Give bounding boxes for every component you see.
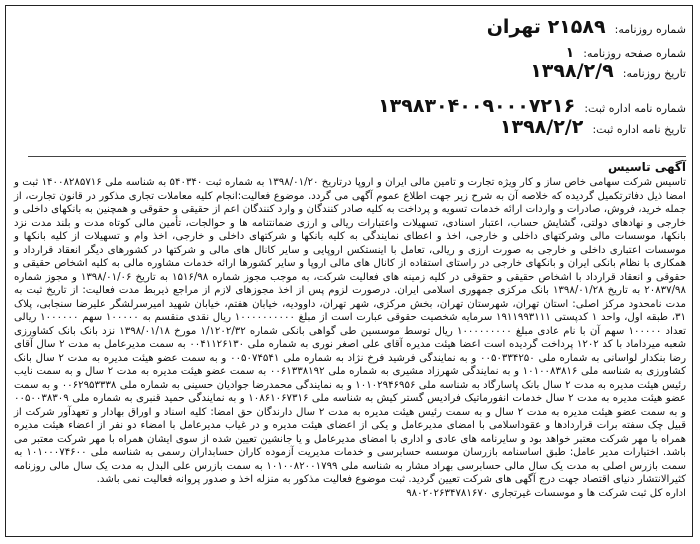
newspaper-date-label: تاریخ روزنامه: [622,67,686,80]
letter-number-label: شماره نامه اداره ثبت: [584,102,686,115]
letter-date-row [500,116,686,138]
section-title: آگهی تاسیس [607,160,686,174]
letter-number-row [378,95,686,117]
announcement-footer: اداره کل ثبت شرکت ها و موسسات غیرتجاری ۹۸۰۲۰۲۶۳۴۷۸۱۶۷۰ [406,487,686,499]
newspaper-date-row [530,60,686,82]
newspaper-number-row [487,16,686,38]
newspaper-number-value: ۲۱۵۸۹ تهران [486,16,606,38]
newspaper-number-label: شماره روزنامه: [614,23,686,36]
letter-date-value: ۱۳۹۸/۲/۲ [499,116,584,138]
page-number-label: شماره صفحه روزنامه: [583,47,686,60]
letter-number-value: ۱۳۹۸۳۰۴۰۰۹۰۰۰۷۲۱۶ [378,95,576,117]
announcement-text: تاسیس شرکت سهامی خاص ساز و کار ویژه تجارت و تامین مالی ایران و اروپا درتاریخ ۱۳۹۸/۰۱/۲۰ به شماره ثبت ۵۴۰۳۴۰ به شناسه ملی ۱۴۰۰۸۲۸۵۷۱۶ ثبت و امضا ذیل دفاترتکمیل گردیده که خلاصه آن به شرح زیر جهت اطلاع عموم آگهی می گردد. موضوع فعالیت:انجام کلیه معاملات تجاری مذکور در قانون تجارت، از جمله خرید، فروش، صادرات و واردات ارائه خدمات تسویه و پرداخت به کلیه صادر کنندگان و وارد کنندگان اعم از حقیقی و حقوقی و همچنین به بانکهای داخلی و خارجی و نهادهای دولتی، گشایش حساب، اعتبار اسنادی، تسهیلات واعتبارات ریالی و ارزی ضمانتنامه ها و حوالجات، تأمین مالی کوتاه مدت و بلند مدت نزد بانکها، موسسات مالی وشرکتهای داخلی و خارجی، اخذ و اعطای نمایندگی به کلیه بانکها و شرکتهای داخلی و خارجی، اخذ وام و تسهیلات از کلیه بانکها و موسسات اعتباری داخلی و خارجی به صورت ارزی و ریالی، تعامل با اینستکس اروپایی و سایر کانال های مالی و شرکتها در کشورهای دیگر انعقاد قرارداد و همکاری با نظام بانکی ایران و بانکهای خارجی در راستای استفاده از کانال های مالی اروپا و سایر کشورها ارائه خدمات مشاوره مالی به کلیه اشخاص حقیقی و حقوقی و انعقاد قرارداد با اشخاص حقیقی و حقوقی در کلیه زمینه های فعالیت شرکت، به موجب مجوز شماره ۱۵۱۶/۹۸ به تاریخ ۱۳۹۸/۰۱/۰۶ و مجوز شماره ۲۰۸۳۷/۹۸ به تاریخ ۱۳۹۸/۰۱/۲۸ بانک مرکزی جمهوری اسلامی ایران. درصورت لزوم پس از اخذ مجوزهای لازم از مراجع ذیربط مدت فعالیت: از تاریخ ثبت به مدت نامحدود مرکز اصلی: استان تهران، شهرستان تهران، بخش مرکزی، شهر تهران، داوودیه، خیابان هفتم، خیابان شهید امیرسرلشگر علیرضا سنجابی، پلاک ۳۱، طبقه اول، واحد ۱ کدپستی ۱۹۱۱۹۹۳۱۱۱ سرمایه شخصیت حقوقی عبارت است از مبلغ ۱۰۰۰۰۰۰۰۰۰۰ ریال نقدی منقسم به ۱۰۰۰۰۰ سهم ۱۰۰۰۰۰۰ ریالی تعداد ۱۰۰۰۰۰ سهم آن با نام عادی مبلغ ۱۰۰۰۰۰۰۰۰۰ ریال توسط موسسین طی گواهی بانکی شماره ۱/۱۲۰۲/۳۲ مورخ ۱۳۹۸/۰۱/۱۸ نزد بانک بانک کشاورزی شعبه میرداماد با کد ۱۲۰۲ پرداخت گردیده است اعضا هیئت مدیره آقای علی اصغر نوری به شماره ملی ۰۰۴۱۱۲۶۱۳۰ به سمت مدیرعامل به مدت ۲ سال آقای رضا بنکدار لواسانی به شماره ملی ۰۰۵۰۳۳۴۲۵۰ و به نمایندگی فرشید فرخ نژاد به شماره ملی ۰۰۵۰۷۴۵۴۱ و به سمت عضو هیئت مدیره به مدت ۲ سال بانک کشاورزی به شناسه ملی ۱۰۱۰۰۸۳۸۱۶ و به نمایندگی شهرزاد مشیری به شماره ملی ۰۰۶۱۳۳۸۱۹۲ به سمت عضو هیئت مدیره به مدت ۲ سال و به سمت نایب رئیس هیئت مدیره به مدت ۲ سال بانک پاسارگاد به شناسه ملی ۱۰۱۰۲۹۴۶۹۵۶ و به نمایندگی محمدرضا جوادیان حسینی به شماره ملی ۰۰۶۲۹۵۳۳۳۸ و به سمت عضو هیئت مدیره به مدت ۲ سال خدمات انفورماتیک فرادیس گستر کیش به شناسه ملی ۱۰۸۶۱۰۶۷۳۱۶ و به نمایندگی حمید قنبری به شماره ملی ۰۰۵۰۰۳۸۳۰۹ و به سمت عضو هیئت مدیره به مدت ۲ سال و به سمت رئیس هیئت مدیره به مدت ۲ سال دارندگان حق امضا: کلیه اسناد و اوراق بهادار و تعهدآور شرکت از قبیل چک سفته برات قراردادها و عقوداسلامی با امضای مدیرعامل و یکی از اعضای هیئت مدیره و در غیاب مدیرعامل با امضاء دو نفر از اعضاء هیئت مدیره همراه با مهر شرکت معتبر خواهد بود و سایرنامه های عادی و اداری با امضای مدیرعامل و یا جانشین تعیین شده از سوی ایشان همراه با مهر شرکت معتبر می باشد. اختیارات مدیر عامل: طبق اساسنامه بازرسان موسسه حسابرسی و خدمات مدیریت آزموده کاران حسابداران رسمی به شناسه ملی ۱۰۱۰۰۰۷۴۶۰۰ به سمت بازرس اصلی به مدت یک سال مالی حسابرسی بهراد مشار به شناسه ملی ۱۰۱۰۰۸۲۰۰۱۷۹۹ به سمت بازرس علی البدل به مدت یک سال مالی روزنامه کثیرالانتشار دنیای اقتصاد جهت درج آگهی های شرکت تعیین گردید. ثبت موضوع فعالیت مذکور به منزله اخذ و صدور پروانه فعالیت نمی باشد. [14,177,687,485]
header-divider [28,156,686,157]
newspaper-date-value: ۱۳۹۸/۲/۹ [530,60,614,82]
announcement-body [14,176,686,500]
letter-date-label: تاریخ نامه اداره ثبت: [592,123,686,136]
page-number-row [566,42,686,61]
page-number-value: ۱ [565,45,575,61]
